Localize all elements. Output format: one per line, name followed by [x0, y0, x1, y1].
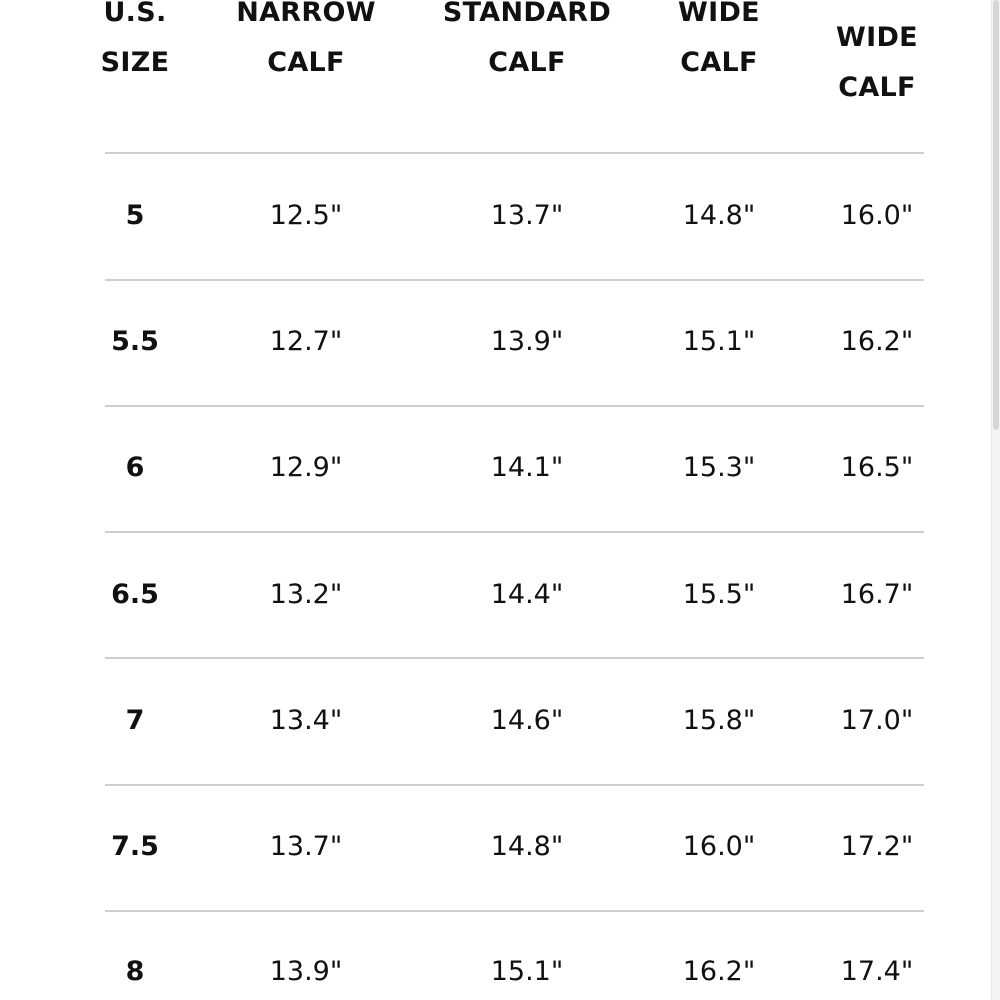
- size-cell: 8: [125, 956, 145, 987]
- narrow-calf-cell: 12.7": [269, 326, 343, 357]
- header-us-size-line1: U.S.: [103, 0, 167, 28]
- row-divider: [105, 784, 924, 786]
- size-cell: 6.5: [111, 579, 159, 610]
- header-narrow-calf-line1: NARROW: [236, 0, 376, 28]
- table-row: [0, 312, 1000, 372]
- narrow-calf-cell: 13.9": [269, 956, 343, 987]
- wide-calf-cell: 16.2": [682, 956, 756, 987]
- header-extra-wide-calf-line1: WIDE: [836, 22, 918, 53]
- wide-calf-cell: 15.3": [682, 452, 756, 483]
- header-standard-calf-line2: CALF: [488, 47, 566, 78]
- extra-wide-calf-cell: 17.2": [840, 831, 914, 862]
- size-cell: 6: [125, 452, 145, 483]
- header-standard-calf-line1: STANDARD: [442, 0, 612, 28]
- header-extra-wide-calf: [802, 13, 952, 113]
- size-cell: 5: [125, 200, 145, 231]
- table-row: [0, 438, 1000, 498]
- row-divider: [105, 910, 924, 912]
- wide-calf-cell: 15.1": [682, 326, 756, 357]
- header-extra-wide-calf-line2: CALF: [838, 72, 916, 103]
- header-narrow-calf: [221, 0, 391, 88]
- scrollbar-thumb[interactable]: [993, 0, 999, 430]
- narrow-calf-cell: 13.4": [269, 705, 343, 736]
- standard-calf-cell: 14.1": [490, 452, 564, 483]
- table-row: [0, 942, 1000, 1000]
- standard-calf-cell: 13.9": [490, 326, 564, 357]
- extra-wide-calf-cell: 16.2": [840, 326, 914, 357]
- standard-calf-cell: 13.7": [490, 200, 564, 231]
- row-divider: [105, 405, 924, 407]
- row-divider: [105, 279, 924, 281]
- table-row: [0, 186, 1000, 246]
- standard-calf-cell: 14.6": [490, 705, 564, 736]
- size-cell: 5.5: [111, 326, 159, 357]
- header-wide-calf-line1: WIDE: [678, 0, 760, 28]
- standard-calf-cell: 14.4": [490, 579, 564, 610]
- row-divider: [105, 531, 924, 533]
- narrow-calf-cell: 12.9": [269, 452, 343, 483]
- vertical-scrollbar[interactable]: [991, 0, 1000, 1000]
- wide-calf-cell: 16.0": [682, 831, 756, 862]
- header-wide-calf: [644, 0, 794, 88]
- standard-calf-cell: 14.8": [490, 831, 564, 862]
- wide-calf-cell: 14.8": [682, 200, 756, 231]
- table-row: [0, 691, 1000, 751]
- header-us-size: [60, 0, 210, 88]
- row-divider: [105, 152, 924, 154]
- table-row: [0, 817, 1000, 877]
- header-us-size-line2: SIZE: [100, 47, 170, 78]
- header-narrow-calf-line2: CALF: [267, 47, 345, 78]
- extra-wide-calf-cell: 16.7": [840, 579, 914, 610]
- header-wide-calf-line2: CALF: [680, 47, 758, 78]
- wide-calf-cell: 15.5": [682, 579, 756, 610]
- table-row: [0, 565, 1000, 625]
- header-standard-calf: [427, 0, 627, 88]
- extra-wide-calf-cell: 17.0": [840, 705, 914, 736]
- narrow-calf-cell: 12.5": [269, 200, 343, 231]
- narrow-calf-cell: 13.2": [269, 579, 343, 610]
- standard-calf-cell: 15.1": [490, 956, 564, 987]
- extra-wide-calf-cell: 17.4": [840, 956, 914, 987]
- wide-calf-cell: 15.8": [682, 705, 756, 736]
- narrow-calf-cell: 13.7": [269, 831, 343, 862]
- extra-wide-calf-cell: 16.5": [840, 452, 914, 483]
- size-cell: 7.5: [111, 831, 159, 862]
- extra-wide-calf-cell: 16.0": [840, 200, 914, 231]
- size-cell: 7: [125, 705, 145, 736]
- row-divider: [105, 657, 924, 659]
